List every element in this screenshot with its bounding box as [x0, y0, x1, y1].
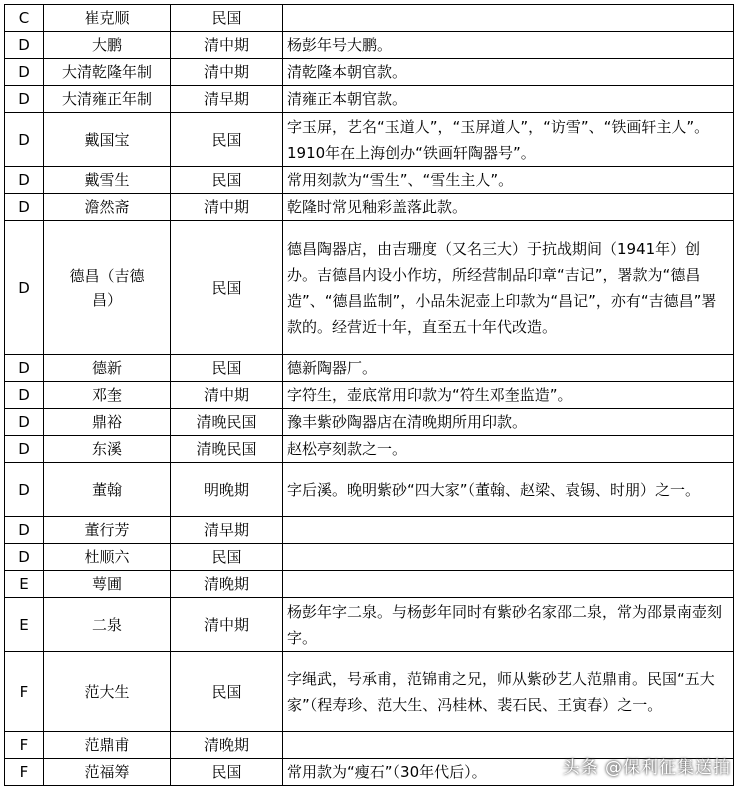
- table-row: [5, 544, 734, 571]
- name-cell: 崔克顺: [44, 5, 171, 32]
- name-cell: 邓奎: [44, 382, 171, 409]
- name-cell: 范福筹: [44, 759, 171, 786]
- description-cell: [283, 571, 734, 598]
- description-cell: 字玉屏，艺名“玉道人”，“玉屏道人”，“访雪”、“铁画轩主人”。1910年在上海创办“铁画轩陶器号”。: [283, 113, 734, 167]
- name-cell: 德昌（吉德昌）: [44, 221, 171, 355]
- description-cell: [283, 517, 734, 544]
- era-cell: 民国: [171, 167, 283, 194]
- index-letter-cell: D: [5, 355, 44, 382]
- name-cell: 萼圃: [44, 571, 171, 598]
- description-cell: [283, 544, 734, 571]
- description-cell: 赵松亭刻款之一。: [283, 436, 734, 463]
- index-letter-cell: D: [5, 113, 44, 167]
- era-cell: 民国: [171, 355, 283, 382]
- name-cell: 鼎裕: [44, 409, 171, 436]
- era-cell: 清晚民国: [171, 436, 283, 463]
- name-cell: 戴国宝: [44, 113, 171, 167]
- name-cell: 东溪: [44, 436, 171, 463]
- name-cell: 董翰: [44, 463, 171, 517]
- description-cell: 清乾隆本朝官款。: [283, 59, 734, 86]
- era-cell: 清中期: [171, 382, 283, 409]
- index-letter-cell: D: [5, 517, 44, 544]
- description-cell: 德昌陶器店，由吉珊度（又名三大）于抗战期间（1941年）创办。吉德昌内设小作坊，所经营制品印章“吉记”，署款为“德昌造”、“德昌监制”，小品朱泥壶上印款为“昌记”，亦有“吉德昌”署款的。经营近十年，直至五十年代改造。: [283, 221, 734, 355]
- table-row: [5, 113, 734, 167]
- table-row: [5, 221, 734, 355]
- index-letter-cell: D: [5, 544, 44, 571]
- table-row: [5, 571, 734, 598]
- description-cell: 德新陶器厂。: [283, 355, 734, 382]
- name-cell: 范大生: [44, 652, 171, 732]
- table-row: [5, 59, 734, 86]
- description-cell: 杨彭年字二泉。与杨彭年同时有紫砂名家邵二泉，常为邵景南壶刻字。: [283, 598, 734, 652]
- table-row: [5, 167, 734, 194]
- name-cell: 大清雍正年制: [44, 86, 171, 113]
- description-cell: 乾隆时常见釉彩盖落此款。: [283, 194, 734, 221]
- era-cell: 清中期: [171, 59, 283, 86]
- table-row: [5, 355, 734, 382]
- era-cell: 民国: [171, 652, 283, 732]
- description-cell: 豫丰紫砂陶器店在清晚期所用印款。: [283, 409, 734, 436]
- description-cell: 字绳武，号承甫，范锦甫之兄，师从紫砂艺人范鼎甫。民国“五大家”（程寿珍、范大生、冯桂林、裴石民、王寅春）之一。: [283, 652, 734, 732]
- description-cell: 常用款为“瘦石”（30年代后）。: [283, 759, 734, 786]
- name-cell: 大清乾隆年制: [44, 59, 171, 86]
- name-cell: 戴雪生: [44, 167, 171, 194]
- era-cell: 民国: [171, 113, 283, 167]
- table-row: [5, 32, 734, 59]
- table-row: [5, 86, 734, 113]
- era-cell: 清中期: [171, 598, 283, 652]
- description-cell: 清雍正本朝官款。: [283, 86, 734, 113]
- table-row: [5, 463, 734, 517]
- table-row: [5, 517, 734, 544]
- description-cell: 常用刻款为“雪生”、“雪生主人”。: [283, 167, 734, 194]
- watermark: 头条 @保利征集送拍: [562, 758, 731, 778]
- index-letter-cell: D: [5, 382, 44, 409]
- description-cell: 字后溪。晚明紫砂“四大家”（董翰、赵梁、袁锡、时朋）之一。: [283, 463, 734, 517]
- index-letter-cell: F: [5, 732, 44, 759]
- era-cell: 清早期: [171, 86, 283, 113]
- era-cell: 民国: [171, 759, 283, 786]
- name-cell: 范鼎甫: [44, 732, 171, 759]
- era-cell: 清晚期: [171, 732, 283, 759]
- description-cell: 杨彭年号大鹏。: [283, 32, 734, 59]
- index-letter-cell: D: [5, 32, 44, 59]
- index-letter-cell: D: [5, 167, 44, 194]
- table-row: [5, 382, 734, 409]
- name-cell: 大鹏: [44, 32, 171, 59]
- era-cell: 清早期: [171, 517, 283, 544]
- table-row: [5, 5, 734, 32]
- table-row: [5, 652, 734, 732]
- name-cell: 澹然斋: [44, 194, 171, 221]
- era-cell: 民国: [171, 221, 283, 355]
- era-cell: 民国: [171, 5, 283, 32]
- index-letter-cell: D: [5, 463, 44, 517]
- era-cell: 清中期: [171, 32, 283, 59]
- table-body: [5, 5, 734, 786]
- era-cell: 明晚期: [171, 463, 283, 517]
- table-row: [5, 598, 734, 652]
- table-row: [5, 436, 734, 463]
- era-cell: 清中期: [171, 194, 283, 221]
- index-letter-cell: E: [5, 571, 44, 598]
- index-letter-cell: D: [5, 59, 44, 86]
- name-cell: 杜顺六: [44, 544, 171, 571]
- index-letter-cell: D: [5, 86, 44, 113]
- index-letter-cell: D: [5, 194, 44, 221]
- era-cell: 民国: [171, 544, 283, 571]
- index-letter-cell: C: [5, 5, 44, 32]
- index-letter-cell: D: [5, 436, 44, 463]
- index-letter-cell: E: [5, 598, 44, 652]
- description-cell: 字符生，壶底常用印款为“符生邓奎监造”。: [283, 382, 734, 409]
- index-letter-cell: F: [5, 652, 44, 732]
- index-letter-cell: D: [5, 221, 44, 355]
- maker-marks-table: [4, 4, 734, 786]
- description-cell: [283, 5, 734, 32]
- name-cell: 德新: [44, 355, 171, 382]
- index-letter-cell: F: [5, 759, 44, 786]
- era-cell: 清晚民国: [171, 409, 283, 436]
- table-row: [5, 409, 734, 436]
- name-cell: 二泉: [44, 598, 171, 652]
- index-letter-cell: D: [5, 409, 44, 436]
- name-cell: 董行芳: [44, 517, 171, 544]
- era-cell: 清晚期: [171, 571, 283, 598]
- table-row: [5, 194, 734, 221]
